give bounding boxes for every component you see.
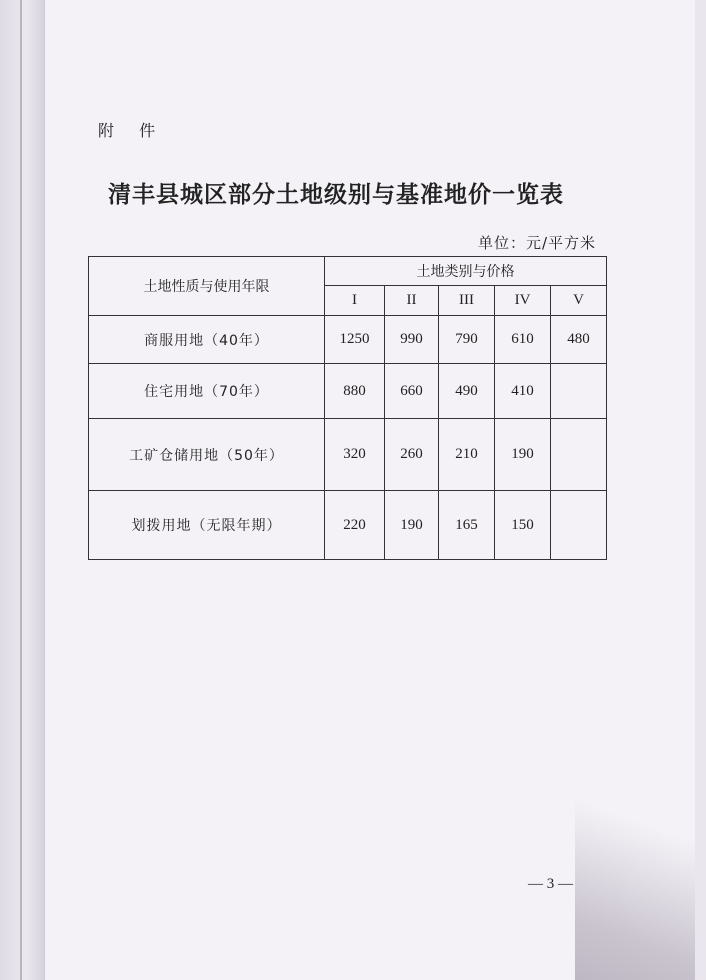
- price-cell: 490: [439, 364, 495, 419]
- price-cell: 165: [439, 491, 495, 560]
- price-cell: 660: [385, 364, 439, 419]
- price-cell: 880: [325, 364, 385, 419]
- table-row: [89, 364, 607, 419]
- grade-header: V: [551, 286, 607, 316]
- price-cell: 990: [385, 316, 439, 364]
- row-label: 划拨用地（无限年期）: [89, 491, 325, 560]
- table-row: [89, 491, 607, 560]
- price-cell: 410: [495, 364, 551, 419]
- grade-header: II: [385, 286, 439, 316]
- price-cell: [551, 491, 607, 560]
- price-cell: 210: [439, 419, 495, 491]
- price-cell: 790: [439, 316, 495, 364]
- row-label: 工矿仓储用地（50年）: [89, 419, 325, 491]
- table-row: [89, 419, 607, 491]
- group-header: 土地类别与价格: [325, 257, 607, 286]
- unit-label: 单位：元/平方米: [478, 234, 597, 252]
- land-price-table: [88, 256, 607, 560]
- price-cell: 1250: [325, 316, 385, 364]
- price-cell: 190: [495, 419, 551, 491]
- grade-header: III: [439, 286, 495, 316]
- price-cell: 260: [385, 419, 439, 491]
- price-cell: 220: [325, 491, 385, 560]
- binding-margin: [0, 0, 44, 980]
- price-cell: 150: [495, 491, 551, 560]
- grade-header: IV: [495, 286, 551, 316]
- price-cell: [551, 364, 607, 419]
- price-cell: [551, 419, 607, 491]
- price-cell: 320: [325, 419, 385, 491]
- page-curl: [575, 720, 695, 980]
- row-header: 土地性质与使用年限: [89, 257, 325, 316]
- price-cell: 610: [495, 316, 551, 364]
- row-label: 住宅用地（70年）: [89, 364, 325, 419]
- binding-line: [20, 0, 22, 980]
- price-cell: 190: [385, 491, 439, 560]
- row-label: 商服用地（40年）: [89, 316, 325, 364]
- document-title: 清丰县城区部分土地级别与基准地价一览表: [108, 181, 564, 208]
- table-row: [89, 316, 607, 364]
- grade-header: I: [325, 286, 385, 316]
- price-cell: 480: [551, 316, 607, 364]
- page-number: — 3 —: [528, 876, 573, 892]
- attachment-label: 附 件: [98, 121, 166, 140]
